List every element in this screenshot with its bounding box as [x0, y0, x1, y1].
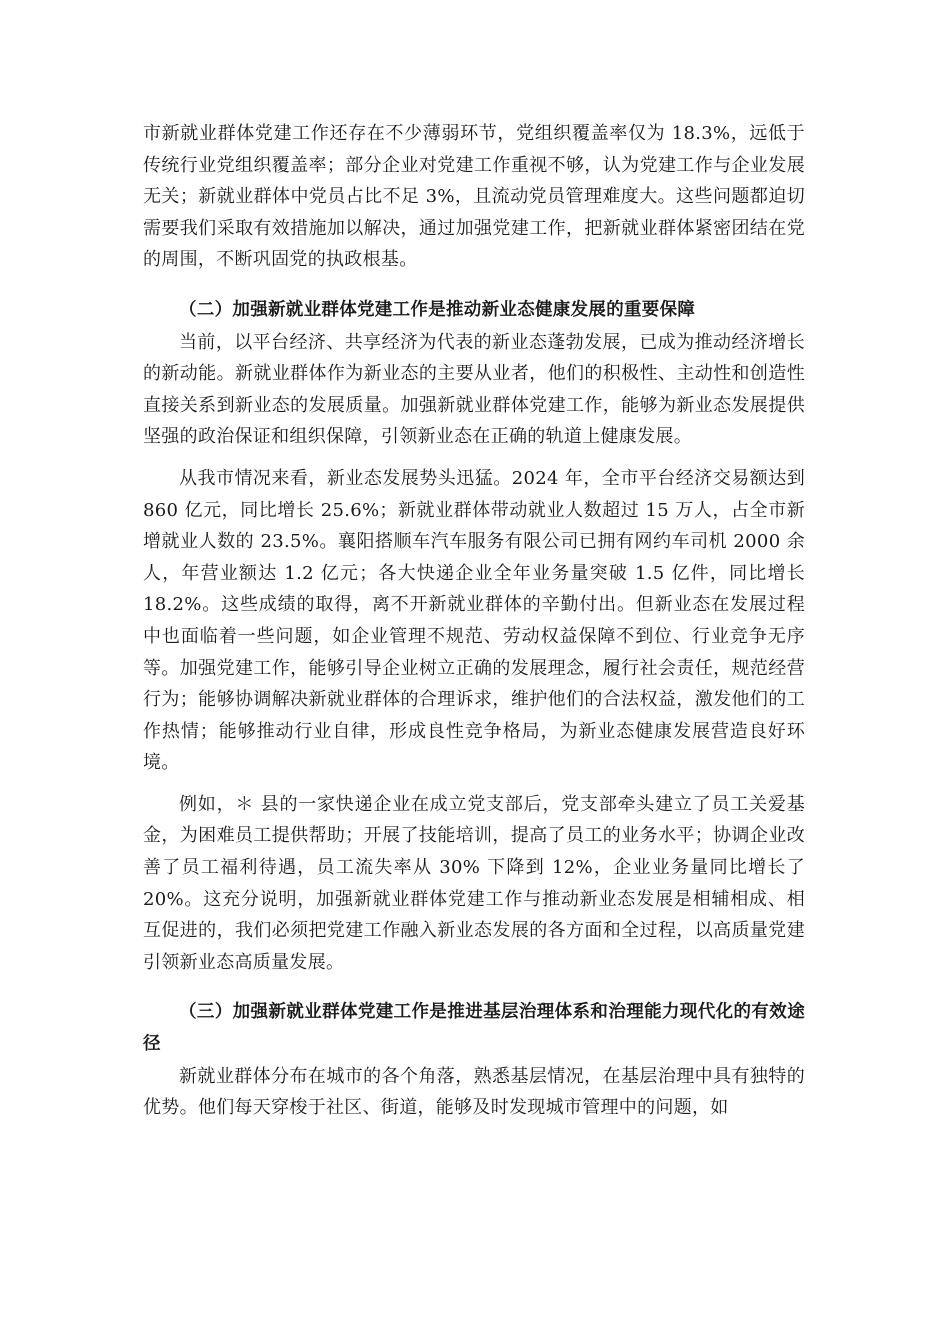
paragraph-courier-example: 例如，＊ 县的一家快递企业在成立党支部后，党支部牵头建立了员工关爱基金，为困难员工提供帮助；开展了技能培训，提高了员工的业务水平；协调企业改善了员工福利待遇，员工流失率从 30% 下降到 12%，企业业务量同比增长了 20%。这充分说明，加强新就业群体党建工作与推动新业态发展是相辅相成、相互促进的，我们必须把党建工作融入新业态发展的各方面和全过程，以高质量党建引领新业态高质量发展。	[143, 793, 805, 973]
paragraph-grassroots-governance: 新就业群体分布在城市的各个角落，熟悉基层情况，在基层治理中具有独特的优势。他们每天穿梭于社区、街道，能够及时发现城市管理中的问题，如	[143, 1065, 805, 1119]
section-heading-grassroots-governance: （三）加强新就业群体党建工作是推进基层治理体系和治理能力现代化的有效途径	[143, 1002, 805, 1055]
section-heading-new-economy: （二）加强新就业群体党建工作是推动新业态健康发展的重要保障	[179, 299, 696, 320]
document-page	[143, 118, 805, 1124]
paragraph-party-coverage-issues: 市新就业群体党建工作还存在不少薄弱环节，党组织覆盖率仅为 18.3%，远低于传统行业党组织覆盖率；部分企业对党建工作重视不够，认为党建工作与企业发展无关；新就业群体中党员占比不足 3%，且流动党员管理难度大。这些问题都迫切需要我们采取有效措施加以解决，通过加强党建工作，把新就业群体紧密团结在党的周围，不断巩固党的执政根基。	[143, 123, 805, 271]
paragraph-new-economy-intro: 当前，以平台经济、共享经济为代表的新业态蓬勃发展，已成为推动经济增长的新动能。新就业群体作为新业态的主要从业者，他们的积极性、主动性和创造性直接关系到新业态的发展质量。加强新就业群体党建工作，能够为新业态发展提供坚强的政治保证和组织保障，引领新业态在正确的轨道上健康发展。	[143, 331, 805, 448]
paragraph-city-statistics: 从我市情况来看，新业态发展势头迅猛。2024 年，全市平台经济交易额达到 860 亿元，同比增长 25.6%；新就业群体带动就业人数超过 15 万人，占全市新增就业人数的 23.5%。襄阳搭顺车汽车服务有限公司已拥有网约车司机 2000 余人，年营业额达 1.2 亿元；各大快递企业全年业务量突破 1.5 亿件，同比增长 18.2%。这些成绩的取得，离不开新就业群体的辛勤付出。但新业态在发展过程中也面临着一些问题，如企业管理不规范、劳动权益保障不到位、行业竞争无序等。加强党建工作，能够引导企业树立正确的发展理念，履行社会责任，规范经营行为；能够协调解决新就业群体的合理诉求，维护他们的合法权益，激发他们的工作热情；能够推动行业自律，形成良性竞争格局，为新业态健康发展营造良好环境。	[143, 467, 805, 774]
